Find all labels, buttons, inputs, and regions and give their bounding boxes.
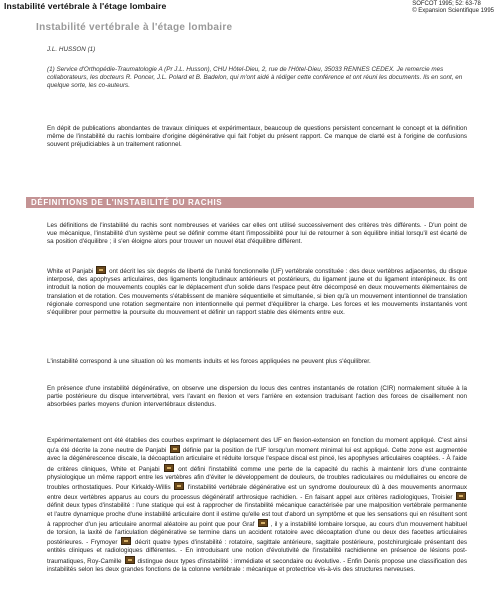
copyright-notice: © Expansion Scientifique 1995 (412, 8, 494, 14)
reference-link-icon[interactable] (164, 464, 174, 472)
reference-link-icon[interactable] (174, 482, 184, 490)
paragraph-mechanical-definition: Les définitions de l'instabilité du rachis sont nombreuses et variées car elles ont utilisé successivement des critères très différents. - D'un point de vue mécanique, l'instabilité d'un système peut se définir comme étant l'impossibilité pour lui de retourner à son équilibre initial lorsqu'il est écarté de sa position d'équilibre ; il s'en éloigne alors pour trouver un nouvel état d'équilibre différent. (47, 222, 467, 246)
reference-link-icon[interactable] (96, 266, 106, 274)
paragraph-degenerative-cir: En présence d'une instabilité dégénérative, on observe une dispersion du locus des centres instantanés de rotation (CIR) normalement située à la partie postérieure du disque intervertébral, vers l'avant en flexion et vers l'arrière en extension traduisant l'action des forces de cisaillement non absorbées parles moyens d'union intervertébraux distendus. (47, 385, 467, 409)
running-title: Instabilité vertébrale à l'étage lombaire (4, 1, 167, 11)
journal-citation: SOFCOT 1995; 52: 63-78 (412, 1, 481, 7)
page-header (0, 0, 500, 14)
paragraph-experimental-criteria (47, 437, 467, 574)
paragraph-text: décrit quatre types d'instabilité : rotatoire, sagittale antérieure, sagittale postérieure, postchirurgicale présentant des entités cliniques et radiologiques différentes. - En introduisant une notion d'évolutivité de l'instabilité rachidienne en présence de lésions post-traumatiques, Roy-Camille (47, 539, 468, 565)
paragraph-text: l'instabilité vertébrale dégénérative est un syndrome douloureux dû à des mouvements anormaux entre deux vertèbres apparus au cours du processus dégénératif arthrosique rachidien. - En faisant appel aux critères radiologiques, Troisier (47, 484, 468, 502)
reference-link-icon[interactable] (258, 519, 268, 527)
section-heading-bar (26, 197, 474, 208)
reference-link-icon[interactable] (121, 537, 131, 545)
reference-link-icon[interactable] (170, 445, 180, 453)
paragraph-text: , il y a instabilité lombaire lorsque, au cours d'un mouvement habituel de torsion, la laxité de l'articulation dégénérative se termine dans un accident rotatoire avec décoaptation d'une ou deux des facettes articulaires postérieures. - Frymoyer (47, 520, 468, 547)
author-line: J.L. HUSSON (1) (47, 46, 96, 53)
paragraph-text: White et Panjabi (47, 268, 94, 275)
paragraph-text: ont défini l'instabilité comme une perte de la capacité du rachis à maintenir lors d'une contrainte physiologique un même rapport entre les vertèbres afin d'éviter le développement de douleurs, de troubles radiculaires ou médullaires ou encore de troubles orthostatiques. Pour Kirkaldy-Willis (47, 465, 468, 492)
paragraph-text: Expérimentalement ont été établies des courbes exprimant le déplacement des UF en flexion-extension en fonction du moment appliqué. C'est ainsi qu'a été décrite la zone neutre de Panjabi (47, 437, 467, 455)
paragraph-text: définie par la position de l'UF lorsqu'un moment minimal lui est appliqué. Cette zone est augmentée avec la dégénérescence discale, la décoaptation articulaire et réduite lorsque l'espace discal est pincé, les apophyses articulaires coaptées. - À l'aide de critères cliniques, White et Panjabi (47, 447, 468, 473)
affiliation-note: (1) Service d'Orthopédie-Traumatologie A (Pr J.L. Husson), CHU Hôtel-Dieu, 2, rue de l'Hôtel-Dieu, 35033 RENNES CEDEX. Je remercie mes collaborateurs, les docteurs R. Poncer, J.L. Polard et B. Badelon, qui m'ont aidé à rédiger cette conférence et ont réuni les documents. Ils en sont, en quelque sorte, les co-auteurs. (47, 66, 463, 90)
section-heading: DÉFINITIONS DE L'INSTABILITÉ DU RACHIS (31, 198, 223, 207)
paragraph-text: ont décrit les six degrés de liberté de l'unité fonctionnelle (UF) vertébrale constituée : des deux vertèbres adjacentes, du disque interposé, des apophyses articulaires, des ligaments longitudinaux antérieurs et postérieurs, du ligament jaune et du ligament interépineux. Ils ont introduit la notion de mouvements couplés car le déplacement d'un solide dans l'espace peut être décomposé en deux mouvements élémentaires de translation et de rotation. Ces mouvements s'établissent de manière séquentielle et simultanée, si bien qu'à un mouvement intentionnel de translation régionale correspond une rotation segmentaire non intentionnelle qui permet d'équilibrer la charge. Les forces et les mouvements instantanés vont s'équilibrer pour permettre la poursuite du mouvement et définir un rapport stable des éléments entre eux. (47, 268, 467, 317)
paragraph-text: distingue deux types d'instabilité : immédiate et secondaire ou évolutive. - Enfin Denis propose une classification des instabilités selon les deux grandes fonctions de la colonne vertébrale : mécanique et protectrice vis-à-vis des structures nerveuses. (47, 557, 467, 573)
article-title: Instabilité vertébrale à l'étage lombaire (36, 22, 233, 33)
intro-paragraph: En dépit de publications abondantes de travaux cliniques et expérimentaux, beaucoup de questions persistent concernant le concept et la définition même de l'instabilité du rachis lombaire d'origine dégénérative qui fait l'objet du présent rapport. Ce manque de clarté est à l'origine de confusions souvent préjudiciables à un traitement rationnel. (47, 125, 467, 149)
publication-info (412, 1, 494, 15)
reference-link-icon[interactable] (125, 556, 135, 564)
paragraph-white-panjabi (47, 266, 467, 317)
paragraph-text: définit deux types d'instabilité : l'une statique qui est à rapprocher de l'instabilité mécanique caractérisée par une malposition vertébrale permanente et l'autre dynamique proche d'une instabilité articulaire dont il estime qu'elle est tout d'abord un symptôme et que les sensations qui en résultent sont à rapprocher d'un jeu articulaire anormal aléatoire au point que pour Graf (47, 502, 467, 528)
reference-link-icon[interactable] (456, 492, 466, 500)
paragraph-instability-definition: L'instabilité correspond à une situation où les moments induits et les forces appliquées ne peuvent plus s'équilibrer. (47, 358, 371, 365)
